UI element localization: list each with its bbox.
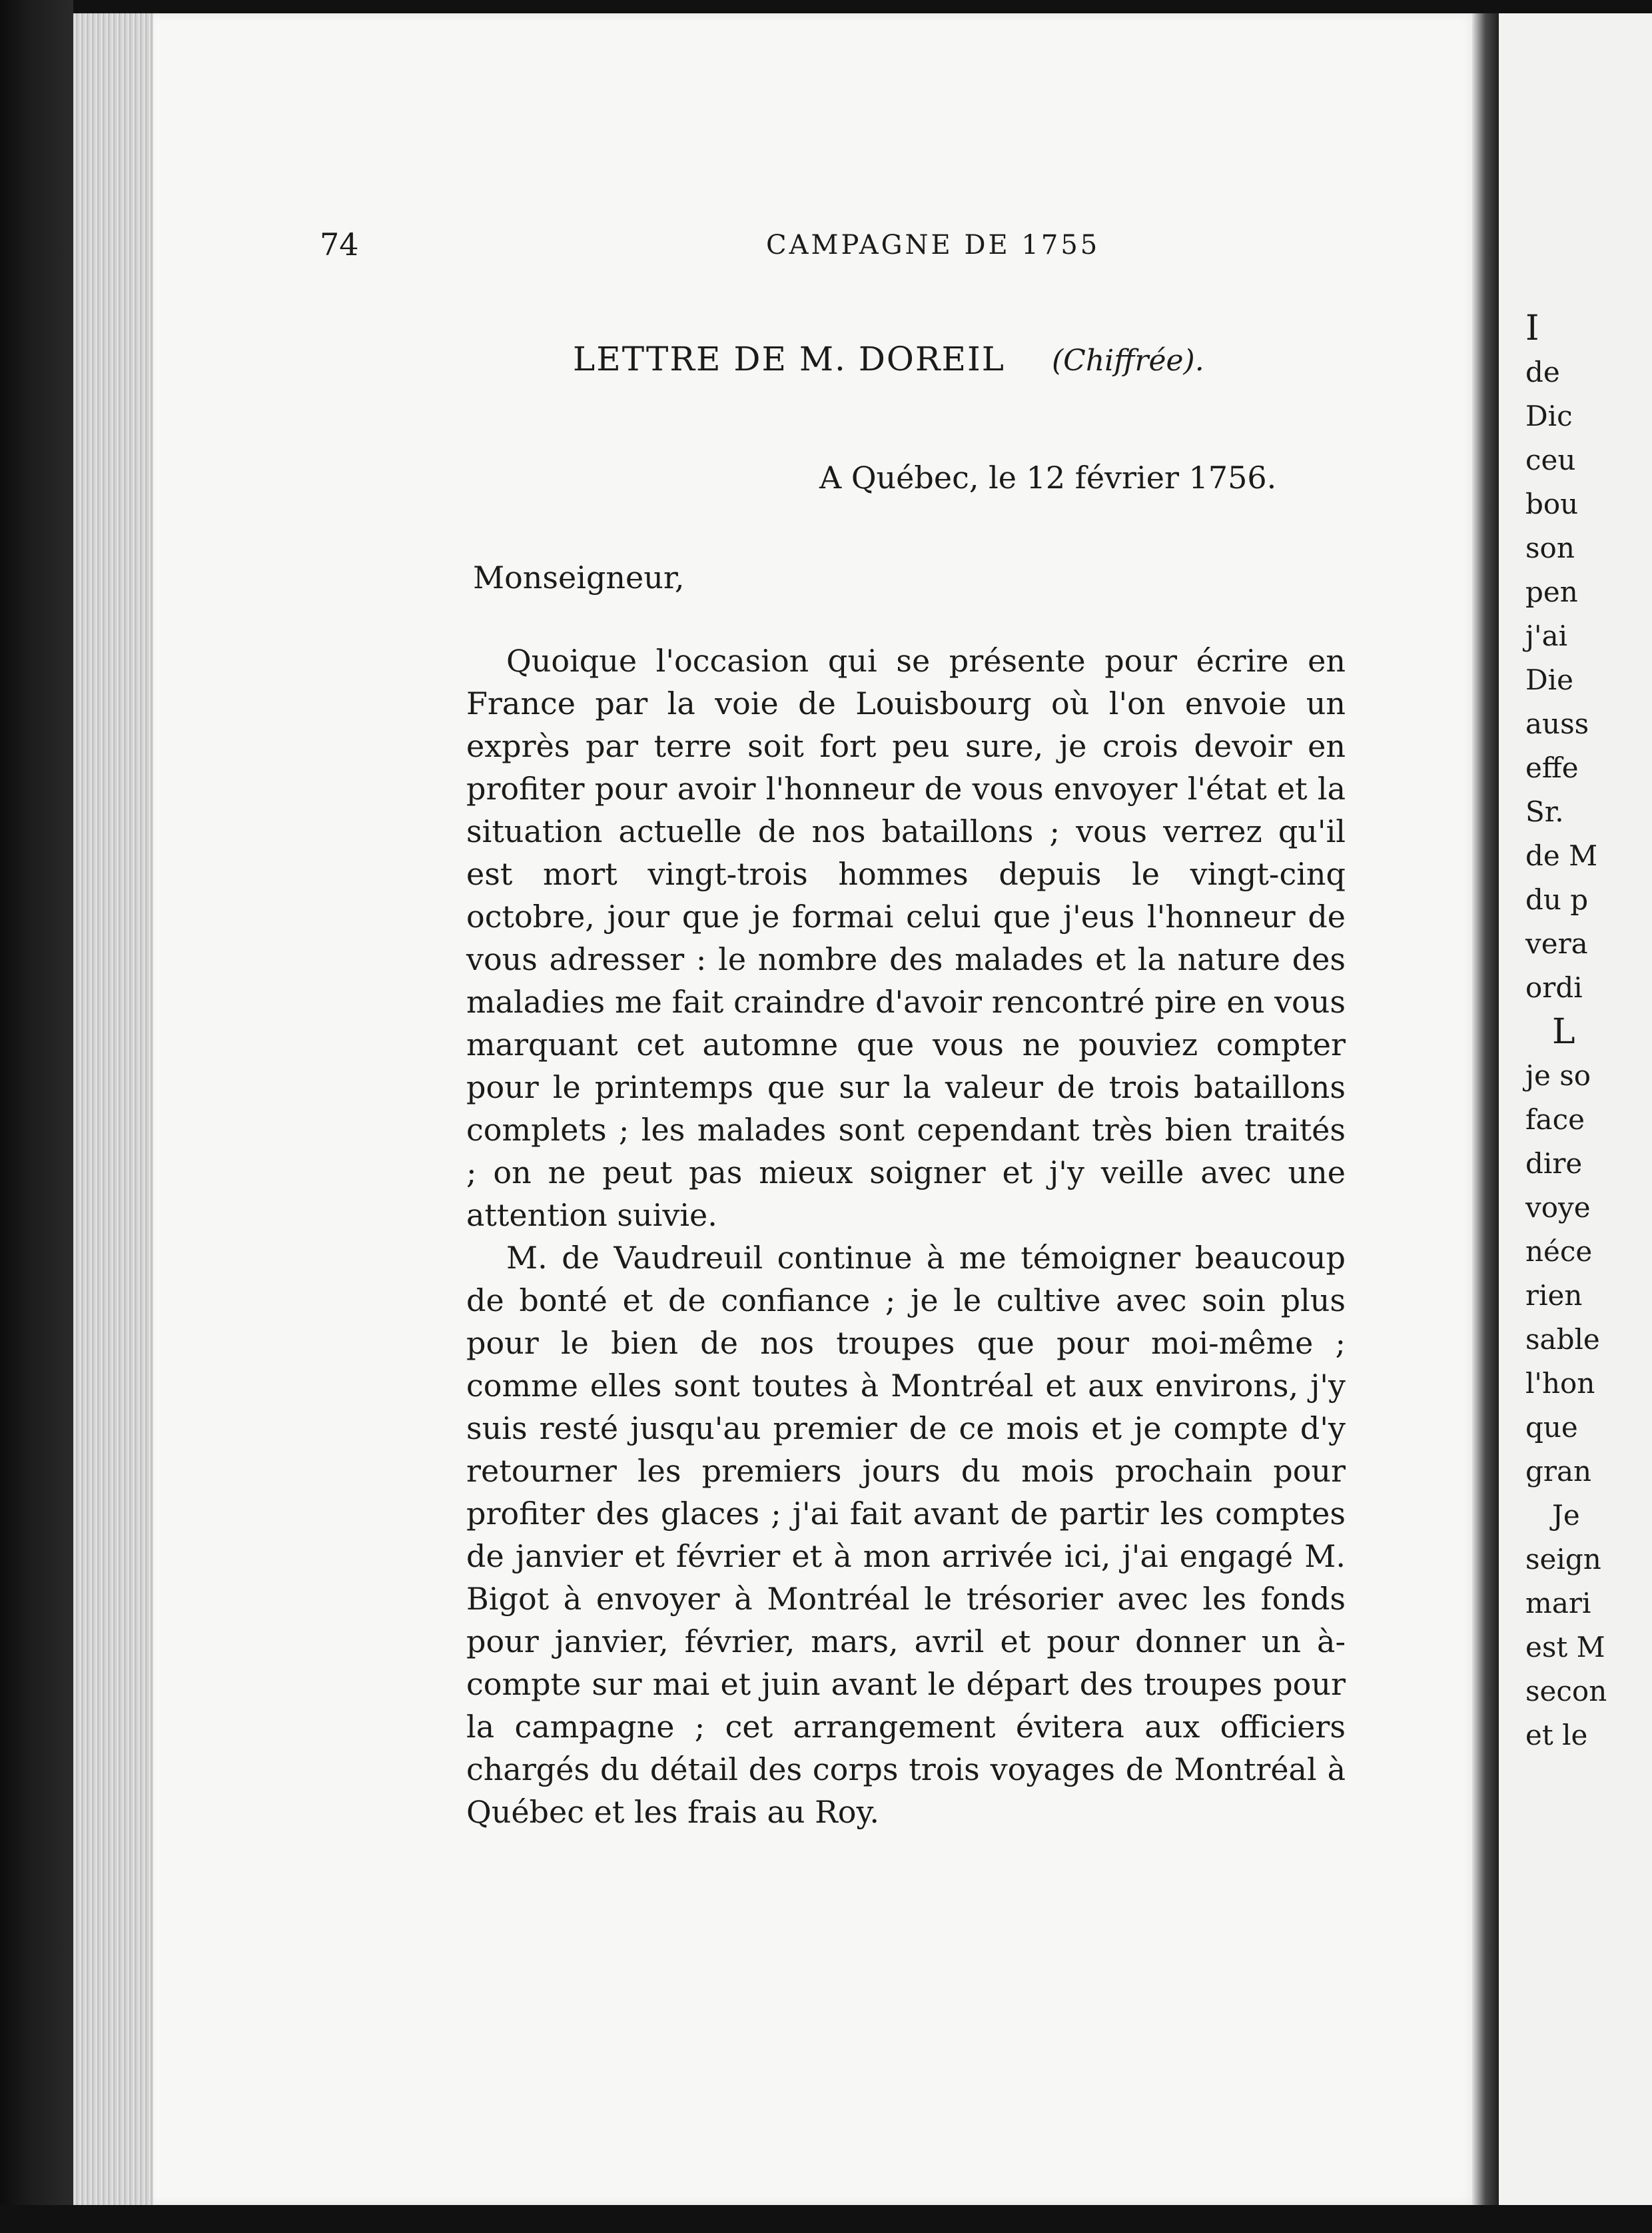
fragment-line: I: [1525, 308, 1539, 348]
body-paragraph-2: M. de Vaudreuil continue à me témoigner beaucoup de bonté et de confiance ; je le cultive avec soin plus pour le bien de nos troupes que pour moi-même ; comme elles sont toutes à Montréal et aux environs, j'y suis resté jusqu'au premier de ce mois et je compte d'y retourner les premiers jours du mois prochain pour profiter des glaces ; j'ai fait avant de partir les comptes de janvier et février et à mon arrivée ici, j'ai engagé M. Bigot à envoyer à Montréal le trésorier avec les fonds pour janvier, février, mars, avril et pour donner un à-compte sur mai et juin avant le départ des troupes pour la campagne ; cet arrangement évitera aux officiers chargés du détail des corps trois voyages de Montréal à Québec et les frais au Roy.: [466, 1240, 1346, 1830]
fragment-line: effe: [1525, 751, 1579, 784]
fragment-line: voye: [1525, 1191, 1591, 1224]
fragment-line: mari: [1525, 1587, 1591, 1619]
fragment-line: Sr.: [1525, 795, 1564, 828]
book-edge-bottom: [0, 2205, 1652, 2233]
fragment-line: ordi: [1525, 971, 1583, 1004]
fragment-line: que: [1525, 1411, 1578, 1444]
fragment-line: seign: [1525, 1543, 1601, 1575]
fragment-line: secon: [1525, 1675, 1607, 1707]
fragment-line: ceu: [1525, 444, 1576, 476]
fragment-line: dire: [1525, 1147, 1583, 1180]
fragment-line: sable: [1525, 1323, 1600, 1356]
right-page-text: [1525, 306, 1652, 1757]
fragment-line: néce: [1525, 1235, 1593, 1268]
salutation: Monseigneur,: [473, 560, 685, 596]
letter-title-text: LETTRE DE M. DOREIL: [573, 340, 1006, 378]
fragment-line: de: [1525, 356, 1560, 388]
fragment-line: face: [1525, 1103, 1585, 1136]
page-fold: [1472, 13, 1499, 2205]
fragment-line: vera: [1525, 927, 1588, 960]
fragment-line: du p: [1525, 883, 1589, 916]
book-edge-left: [0, 0, 73, 2233]
fragment-line: j'ai: [1525, 620, 1568, 652]
letter-body: [466, 640, 1346, 1833]
fragment-line: auss: [1525, 707, 1589, 740]
fragment-line: Je: [1552, 1499, 1580, 1532]
fragment-line: bou: [1525, 488, 1579, 520]
body-paragraph-1: Quoique l'occasion qui se présente pour écrire en France par la voie de Louisbourg où l'on envoie un exprès par terre soit fort peu sure, je crois devoir en profiter pour avoir l'honneur de vous envoyer l'état et la situation actuelle de nos bataillons ; vous verrez qu'il est mort vingt-trois hommes depuis le vingt-cinq octobre, jour que je formai celui que j'eus l'honneur de vous adresser : le nombre des malades et la nature des maladies me fait craindre d'avoir rencontré pire en vous marquant cet automne que vous ne pouviez compter pour le printemps que sur la valeur de trois bataillons complets ; les malades sont cependant très bien traités ; on ne peut pas mieux soigner et j'y veille avec une attention suivie.: [466, 643, 1346, 1233]
dateline: A Québec, le 12 février 1756.: [819, 460, 1277, 496]
fragment-line: rien: [1525, 1279, 1583, 1312]
fragment-line: L: [1552, 1012, 1575, 1052]
letter-title-note: (Chiffrée).: [1052, 344, 1204, 378]
fragment-line: de M: [1525, 839, 1598, 872]
page-stack-edges: [73, 13, 153, 2212]
fragment-line: Die: [1525, 664, 1573, 696]
fragment-line: Dic: [1525, 400, 1573, 432]
fragment-line: et le: [1525, 1719, 1588, 1751]
running-head: CAMPAGNE DE 1755: [766, 230, 1100, 260]
page-number: 74: [320, 226, 359, 262]
fragment-line: l'hon: [1525, 1367, 1595, 1400]
fragment-line: gran: [1525, 1455, 1592, 1488]
fragment-line: je so: [1525, 1059, 1591, 1092]
fragment-line: pen: [1525, 576, 1578, 608]
fragment-line: est M: [1525, 1631, 1605, 1663]
letter-title: [573, 340, 1204, 378]
fragment-line: son: [1525, 532, 1575, 564]
right-page-fragment: [1499, 13, 1652, 2205]
